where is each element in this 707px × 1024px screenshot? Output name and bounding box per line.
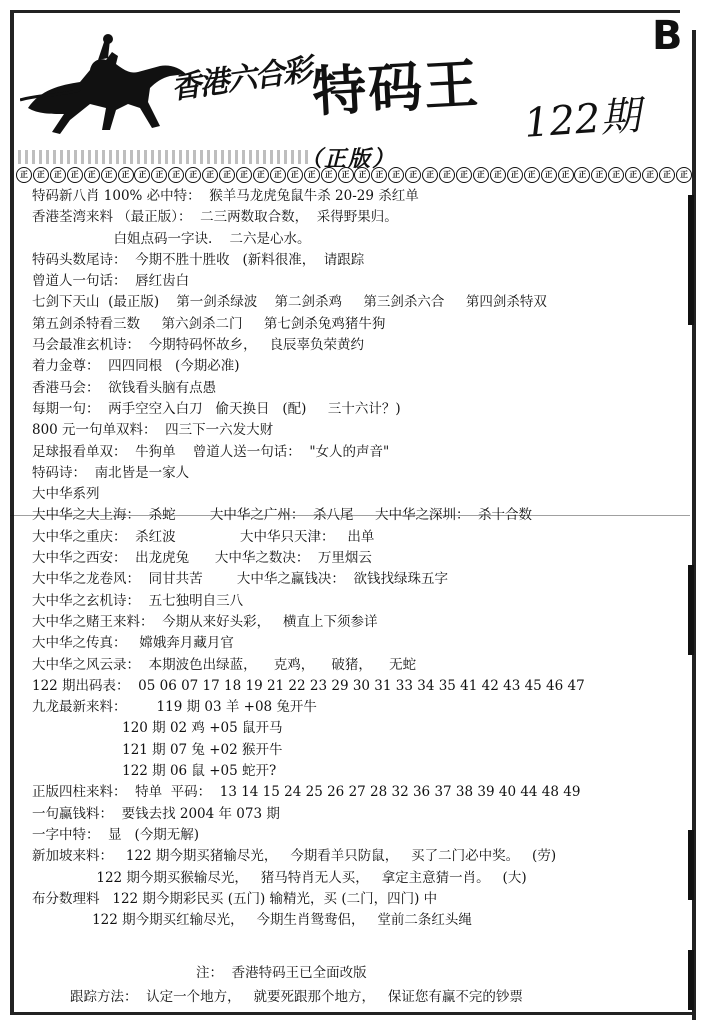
seal-icon: 正 <box>151 167 167 183</box>
text-line: 大中华之龙卷风： 同甘共苦 大中华之赢钱决： 欲钱找绿珠五字 <box>32 571 448 588</box>
seal-icon: 正 <box>541 167 557 183</box>
issue-number: 122期 <box>522 92 642 147</box>
text-body <box>32 186 687 931</box>
seal-icon: 正 <box>388 167 404 183</box>
text-line: 122 期 06 鼠 +05 蛇开? <box>32 763 277 780</box>
seal-icon: 正 <box>338 167 354 183</box>
corner-letter: B <box>652 13 683 59</box>
seal-icon: 正 <box>405 167 421 183</box>
footer-tracking-method: 跟踪方法： 认定一个地方， 就要死跟那个地方， 保证您有赢不完的钞票 <box>70 989 523 1005</box>
title-main: 特码王 <box>310 51 482 124</box>
seal-icon: 正 <box>185 167 201 183</box>
footer-note: 注： 香港特码王已全面改版 <box>196 965 367 981</box>
seal-icon: 正 <box>354 167 370 183</box>
text-line: 新加坡来料： 122 期今期买猪输尽光， 今期看羊只防鼠， 买了二门必中奖。 (劳) <box>32 848 557 865</box>
text-line: 大中华系列 <box>32 486 100 503</box>
text-line: 第五剑杀特看三数 第六剑杀二门 第七剑杀兔鸡猪牛狗 <box>32 315 386 332</box>
text-line: 120 期 02 鸡 +05 鼠开马 <box>32 720 283 737</box>
scan-mark <box>688 565 694 655</box>
seal-icon: 正 <box>608 167 624 183</box>
seal-icon: 正 <box>371 167 387 183</box>
edition-label: （正版） <box>300 146 397 172</box>
seal-icon: 正 <box>439 167 455 183</box>
text-line: 香港马会： 欲钱看头脑有点愚 <box>32 379 217 396</box>
seal-icon: 正 <box>591 167 607 183</box>
text-line: 大中华之玄机诗： 五七独明自三八 <box>32 592 244 609</box>
seal-icon: 正 <box>642 167 658 183</box>
text-line: 一字中特： 显 (今期无解) <box>32 826 199 843</box>
seal-icon: 正 <box>236 167 252 183</box>
text-line: 正版四柱来料： 特单 平码： 13 14 15 24 25 26 27 28 32 36 37 38 39 40 44 48 49 <box>32 784 581 801</box>
text-line: 大中华之西安： 出龙虎兔 大中华之数决： 万里烟云 <box>32 550 372 567</box>
text-line: 122 期今期买猴输尽光， 猪马特肖无人买， 拿定主意猜一肖。 (大) <box>32 869 527 886</box>
seal-icon: 正 <box>507 167 523 183</box>
seal-icon: 正 <box>625 167 641 183</box>
seal-icon: 正 <box>659 167 675 183</box>
scan-mark <box>688 195 694 325</box>
seal-icon: 正 <box>219 167 235 183</box>
seal-icon: 正 <box>574 167 590 183</box>
horse-rider-logo <box>20 30 190 140</box>
seal-icon: 正 <box>202 167 218 183</box>
text-line: 曾道人一句话： 唇红齿白 <box>32 273 190 290</box>
seal-icon: 正 <box>270 167 286 183</box>
text-line: 122 期出码表： 05 06 07 17 18 19 21 22 23 29 30 31 33 34 35 41 42 43 45 46 47 <box>32 677 585 694</box>
seal-icon: 正 <box>101 167 117 183</box>
text-line: 大中华之重庆： 杀红波 大中华只天津： 出单 <box>32 528 375 545</box>
seal-icon: 正 <box>524 167 540 183</box>
text-line: 特码诗： 南北皆是一家人 <box>32 464 190 481</box>
frame-left-border <box>10 10 14 1015</box>
text-line: 足球报看单双： 牛狗单 曾道人送一句话： "女人的声音" <box>32 443 390 460</box>
text-line: 800 元一句单双料： 四三下一六发大财 <box>32 422 274 439</box>
seal-icon: 正 <box>67 167 83 183</box>
frame-top-border <box>10 10 680 13</box>
seal-icon: 正 <box>490 167 506 183</box>
text-line: 七剑下天山 (最正版) 第一剑杀绿波 第二剑杀鸡 第三剑杀六合 第四剑杀特双 <box>32 294 547 311</box>
seal-icon: 正 <box>287 167 303 183</box>
seal-icon: 正 <box>304 167 320 183</box>
seal-icon: 正 <box>33 167 49 183</box>
text-line: 大中华之风云录： 本期波色出绿蓝， 克鸡， 破猪， 无蛇 <box>32 656 417 673</box>
seal-icon: 正 <box>456 167 472 183</box>
scan-mark <box>688 830 694 900</box>
text-line: 大中华之大上海： 杀蛇 大中华之广州： 杀八尾 大中华之深圳： 杀十合数 <box>32 507 533 524</box>
seal-icon: 正 <box>253 167 269 183</box>
text-line: 121 期 07 兔 +02 猴开牛 <box>32 741 283 758</box>
seal-row <box>16 167 692 185</box>
text-line: 着力金尊： 四四同根 (今期必准) <box>32 358 240 375</box>
seal-icon: 正 <box>321 167 337 183</box>
seal-icon: 正 <box>558 167 574 183</box>
text-line: 香港荃湾来料 （最正版）： 二三两数取合数， 采得野果归。 <box>32 209 398 226</box>
scan-mark <box>688 950 694 1010</box>
seal-icon: 正 <box>168 167 184 183</box>
seal-icon: 正 <box>422 167 438 183</box>
seal-icon: 正 <box>134 167 150 183</box>
text-line: 一句赢钱料： 要钱去找 2004 年 073 期 <box>32 805 280 822</box>
seal-icon: 正 <box>118 167 134 183</box>
seal-icon: 正 <box>16 167 32 183</box>
text-line: 布分数理料 122 期今期彩民买 (五门) 输精光，买 (二门，四门) 中 <box>32 890 438 907</box>
seal-icon: 正 <box>84 167 100 183</box>
text-line: 大中华之赌王来料： 今期从来好头彩， 横直上下须参详 <box>32 613 378 630</box>
text-line: 特码头数尾诗： 今期不胜十胜收 (新料很准， 请跟踪 <box>32 251 365 268</box>
text-line: 每期一句： 两手空空入白刀 偷天换日 (配) 三十六计？) <box>32 400 401 417</box>
faded-print-strip <box>18 150 308 164</box>
seal-icon: 正 <box>676 167 692 183</box>
text-line: 九龙最新来料： 119 期 03 羊 +08 兔开牛 <box>32 699 317 716</box>
text-line: 马会最准玄机诗： 今期特码怀故乡， 良辰辜负荣黄约 <box>32 337 364 354</box>
frame-bottom-border <box>10 1012 696 1015</box>
seal-icon: 正 <box>473 167 489 183</box>
text-line: 特码新八肖 100% 必中特： 猴羊马龙虎兔鼠牛杀 20-29 杀红单 <box>32 188 419 204</box>
text-line: 大中华之传真： 嫦娥奔月藏月官 <box>32 635 234 652</box>
seal-icon: 正 <box>50 167 66 183</box>
title-prefix: 香港六合彩 <box>169 52 313 107</box>
text-line: 白姐点码一字诀. 二六是心水。 <box>32 230 311 247</box>
text-line: 122 期今期买红输尽光， 今期生肖鸳鸯侣， 堂前二条红头绳 <box>32 912 472 929</box>
